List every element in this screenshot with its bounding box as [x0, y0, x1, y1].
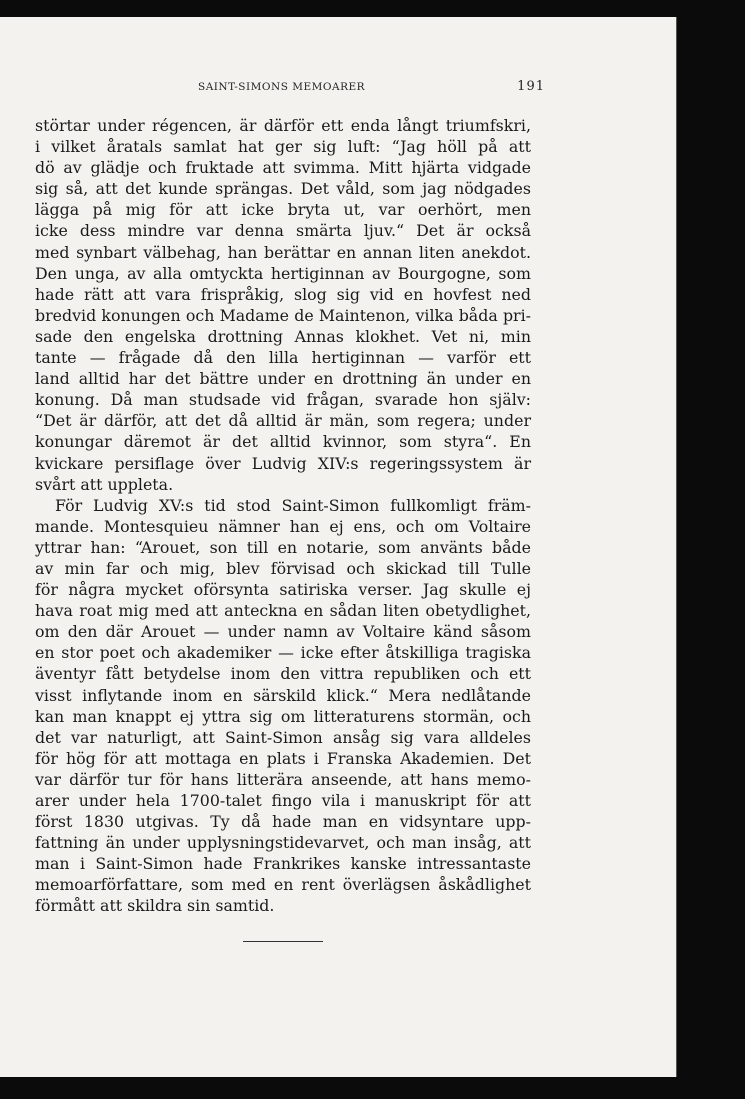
- text-line: mande. Montesquieu nämner han ej ens, och om Voltaire: [35, 516, 531, 536]
- text-line: yttrar han: “Arouet, son till en notarie, som använts både: [35, 537, 531, 557]
- text-line: konungar däremot är det alltid kvinnor, som styra“. En: [35, 432, 531, 452]
- text-line: bredvid konungen och Madame de Maintenon, vilka båda pri-: [35, 305, 531, 325]
- page-number: 191: [517, 79, 545, 94]
- text-line: visst inflytande inom en särskild klick.“ Mera nedlåtande: [35, 685, 531, 705]
- text-line: memoarförfattare, som med en rent överlägsen åskådlighet: [35, 875, 531, 895]
- text-line: fattning än under upplysningstidevarvet, och man insåg, att: [35, 833, 531, 853]
- text-line: av min far och mig, blev förvisad och skickad till Tulle: [35, 558, 531, 578]
- running-header: [120, 79, 545, 97]
- text-line: dö av glädje och fruktade att svimma. Mitt hjärta vidgade: [35, 158, 531, 178]
- text-line: sade den engelska drottning Annas klokhet. Vet ni, min: [35, 326, 531, 346]
- text-line: störtar under régencen, är därför ett enda långt triumfskri,: [35, 116, 531, 135]
- text-line: man i Saint-Simon hade Frankrikes kanske intressantaste: [35, 854, 531, 874]
- paragraph-start-line: För Ludvig XV:s tid stod Saint-Simon fullkomligt främ-: [55, 495, 531, 515]
- text-line: i vilket åratals samlat hat ger sig luft: “Jag höll på att: [35, 137, 531, 157]
- text-line: konung. Då man studsade vid frågan, svarade hon själv:: [35, 390, 531, 410]
- text-line: för några mycket oförsynta satiriska verser. Jag skulle ej: [35, 580, 531, 600]
- paragraph-end-line: förmått att skildra sin samtid.: [35, 896, 275, 916]
- text-line: med synbart välbehag, han berättar en annan liten anekdot.: [35, 242, 531, 262]
- text-line: först 1830 utgivas. Ty då hade man en vidsyntare upp-: [35, 812, 531, 832]
- text-line: äventyr fått betydelse inom den vittra republiken och ett: [35, 664, 531, 684]
- text-line: för hög för att mottaga en plats i Franska Akademien. Det: [35, 748, 531, 768]
- body-text: [35, 115, 531, 917]
- text-line: land alltid har det bättre under en drottning än under en: [35, 369, 531, 389]
- text-line: en stor poet och akademiker — icke efter åtskilliga tragiska: [35, 643, 531, 663]
- text-line: hava roat mig med att anteckna en sådan liten obetydlighet,: [35, 601, 531, 621]
- text-line: lägga på mig för att icke bryta ut, var oerhört, men: [35, 200, 531, 220]
- text-line: sig så, att det kunde sprängas. Det våld, som jag nödgades: [35, 179, 531, 199]
- text-line: “Det är därför, att det då alltid är män, som regera; under: [35, 411, 531, 431]
- running-title: SAINT-SIMONS MEMOARER: [198, 81, 366, 93]
- text-line: kvickare persiflage över Ludvig XIV:s regeringssystem är: [35, 453, 531, 473]
- book-page: [0, 17, 677, 1077]
- text-line: tante — frågade då den lilla hertiginnan — varför ett: [35, 348, 531, 368]
- text-line: hade rätt att vara frispråkig, slog sig vid en hovfest ned: [35, 284, 531, 304]
- text-line: var därför tur för hans litterära anseende, att hans memo-: [35, 769, 531, 789]
- paragraph-end-line: svårt att uppleta.: [35, 474, 174, 494]
- text-line: det var naturligt, att Saint-Simon ansåg sig vara alldeles: [35, 727, 531, 747]
- text-line: Den unga, av alla omtyckta hertiginnan av Bourgogne, som: [35, 263, 531, 283]
- text-line: arer under hela 1700-talet fingo vila i manuskript för att: [35, 791, 531, 810]
- text-line: om den där Arouet — under namn av Voltaire känd såsom: [35, 622, 531, 642]
- text-line: kan man knappt ej yttra sig om litteraturens stormän, och: [35, 706, 531, 726]
- section-divider: [243, 941, 323, 942]
- text-line: icke dess mindre var denna smärta ljuv.“ Det är också: [35, 221, 531, 241]
